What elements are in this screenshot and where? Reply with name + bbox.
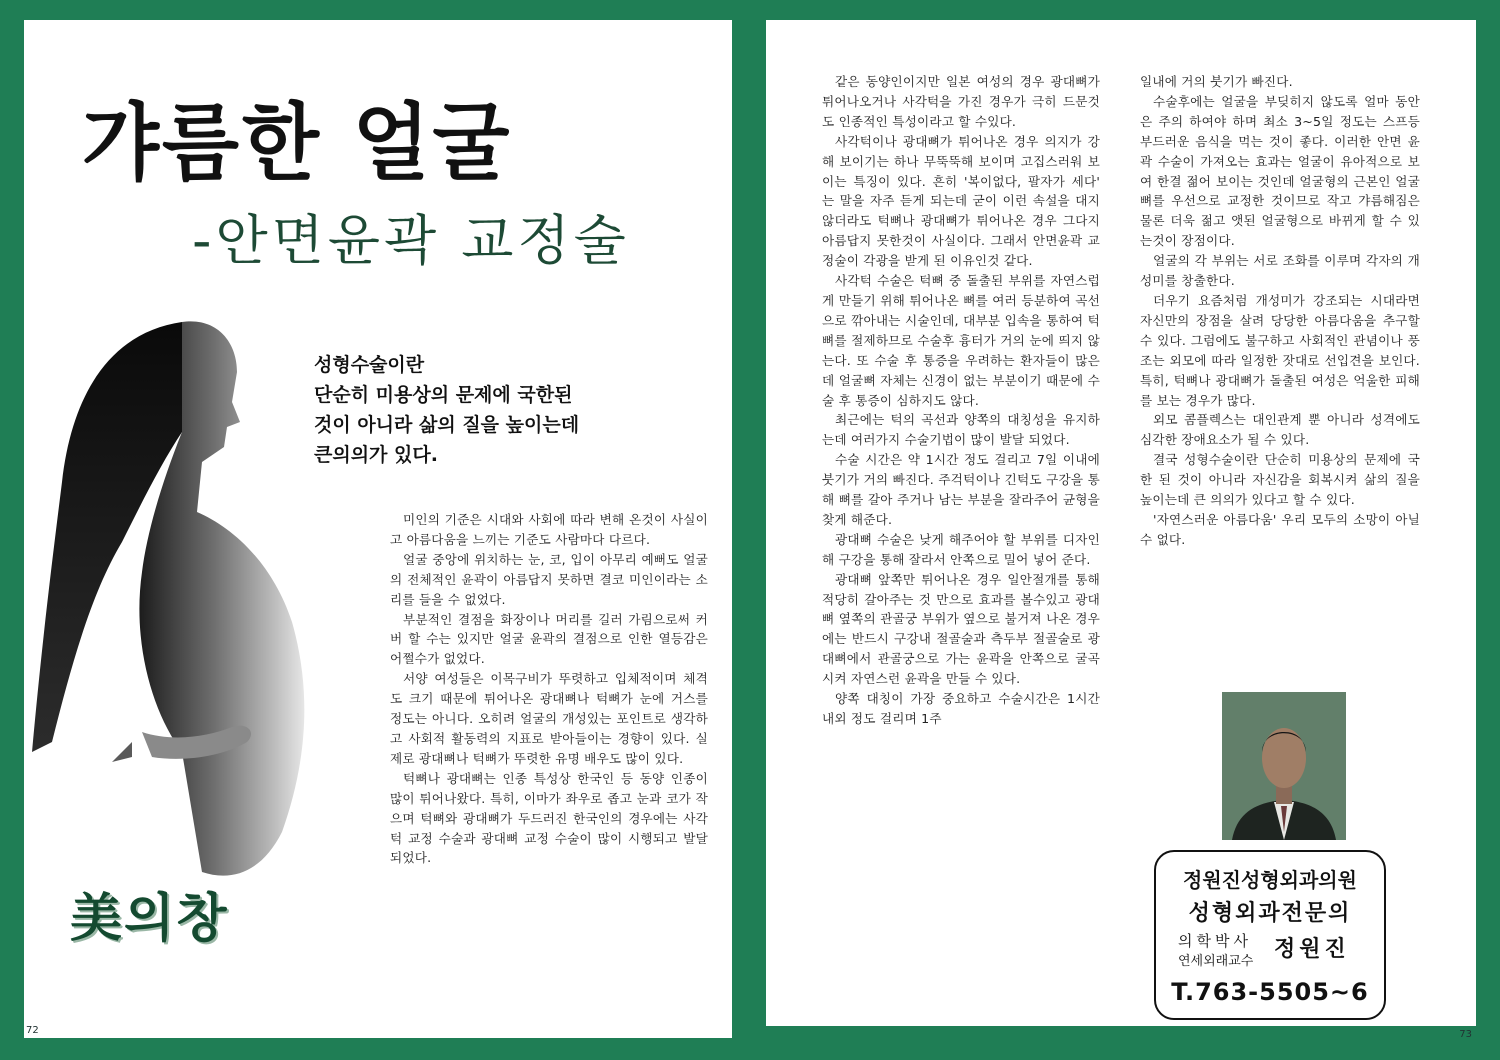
- body-column-3: [1140, 72, 1420, 550]
- doctor-name: 정원진: [1274, 937, 1350, 962]
- model-photo: [32, 312, 332, 882]
- page-number: 72: [26, 1025, 39, 1036]
- clinic-specialty: 성형외과전문의: [1188, 901, 1352, 926]
- body-paragraph: 외모 콤플렉스는 대인관계 뿐 아니라 성격에도 심각한 장애요소가 될 수 있다.: [1140, 412, 1420, 448]
- doctor-degree: 의학박사: [1178, 932, 1252, 950]
- clinic-info-card: [1154, 850, 1386, 1020]
- article-title: 갸름한 얼굴: [82, 94, 513, 192]
- body-paragraph: 사각턱이나 광대뼈가 튀어나온 경우 의지가 강해 보이기는 하나 무뚝뚝해 보이며 고집스러워 보이는 특징이 있다. 흔히 '복이없다, 팔자가 세다' 는 말을 자주 듣게 되는데 굳이 이런 속설을 대지 않더라도 턱뼈나 광대뼈가 튀어나온 경우 그다지 아름답지 못한것이 사실이다. 그래서 안면윤곽 교정술이 각광을 받게 된 이유인것 같다.: [822, 133, 1100, 269]
- body-paragraph: 광대뼈 앞쪽만 튀어나온 경우 일안절개를 통해 적당히 갈아주는 것 만으로 효과를 볼수있고 광대뼈 옆쪽의 관골궁 부위가 옆으로 불거져 나온 경우에는 반드시 구강내 절골술과 측두부 절골술로 광대뼈에서 관골궁으로 가는 윤곽을 안쪽으로 굴곡시켜 자연스런 윤곽을 만들 수 있다.: [822, 571, 1100, 687]
- body-paragraph: 결국 성형수술이란 단순히 미용상의 문제에 국한 된 것이 아니라 자신감을 회복시켜 삶의 질을 높이는데 큰 의의가 있다고 할 수 있다.: [1140, 452, 1420, 508]
- left-body-column: [390, 510, 708, 868]
- doctor-title: 연세외래교수: [1178, 954, 1254, 969]
- body-paragraph: 같은 동양인이지만 일본 여성의 경우 광대뼈가 튀어나오거나 사각턱을 가진 경우가 극히 드문것도 인종적인 특성이라고 할 수있다.: [822, 74, 1100, 129]
- body-paragraph: 부분적인 결점을 화장이나 머리를 길러 가림으로써 커버 할 수는 있지만 얼굴 윤곽의 결점으로 인한 열등감은 어쩔수가 없었다.: [390, 611, 708, 667]
- body-paragraph: 일내에 거의 붓기가 빠진다.: [1140, 74, 1293, 89]
- body-paragraph: 양쪽 대칭이 가장 중요하고 수술시간은 1시간 내외 정도 걸리며 1주: [822, 691, 1100, 726]
- page-number: 73: [1459, 1029, 1472, 1040]
- body-paragraph: 사각턱 수술은 턱뼈 중 돌출된 부위를 자연스럽게 만들기 위해 튀어나온 뼈를 여러 등분하여 곡선으로 깎아내는 시술인데, 대부분 입속을 통하여 턱뼈를 절제하므로 수술후 흉터가 거의 눈에 띄지 않는다. 또 수술 후 통증을 우려하는 환자들이 많은데 얼굴뼈 자체는 신경이 없는 부분이기 때문에 수술 후 통증이 심하지도 않다.: [822, 273, 1100, 408]
- clinic-name: 정원진성형외과의원: [1183, 868, 1357, 892]
- body-paragraph: 미인의 기준은 시대와 사회에 따라 변해 온것이 사실이고 아름다움을 느끼는 기준도 사람마다 다르다.: [390, 512, 708, 547]
- body-paragraph: 수술 시간은 약 1시간 정도 걸리고 7일 이내에 붓기가 거의 빠진다. 주걱턱이나 긴턱도 구강을 통해 뼈를 갈아 주거나 남는 부분을 잘라주어 균형을 찾게 해준다.: [822, 452, 1100, 527]
- body-column-2: [822, 72, 1100, 729]
- body-paragraph: 얼굴 중앙에 위치하는 눈, 코, 입이 아무리 예뻐도 얼굴의 전체적인 윤곽이 아름답지 못하면 결코 미인이라는 소리를 들을 수 없었다.: [390, 551, 708, 607]
- right-page: [766, 20, 1476, 1040]
- lead-line: 큰의의가 있다.: [314, 444, 438, 466]
- lead-line: 것이 아니라 삶의 질을 높이는데: [314, 414, 580, 436]
- body-paragraph: 수술후에는 얼굴을 부딪히지 않도록 얼마 동안은 주의 하여야 하며 최소 3~5일 정도는 스프등 부드러운 음식을 먹는 것이 좋다. 이러한 안면 윤곽 수술이 가져오는 효과는 얼굴이 유아적으로 보여 한결 젊어 보이는 것인데 얼굴형의 근본인 얼굴뼈를 우선으로 교정한 것이므로 작고 갸름해짐은 물론 더욱 젊고 앳된 얼굴형으로 바뀌게 할 수 있는것이 장점이다.: [1140, 93, 1420, 249]
- left-page: [24, 20, 732, 1038]
- body-paragraph: 최근에는 턱의 곡선과 양쪽의 대칭성을 유지하는데 여러가지 수술기법이 많이 발달 되었다.: [822, 412, 1100, 448]
- body-paragraph: 서양 여성들은 이목구비가 뚜렷하고 입체적이며 체격도 크기 때문에 튀어나온 광대뼈나 턱뼈가 눈에 거스를 정도는 아니다. 오히려 얼굴의 개성있는 포인트로 생각하고 사회적 활동력의 지표로 받아들이는 경향이 있다. 실제로 광대뼈나 턱뼈가 뚜렷한 유명 배우도 많이 있다.: [390, 671, 708, 766]
- doctor-photo: [1222, 692, 1346, 840]
- body-paragraph: 광대뼈 수술은 낮게 해주어야 할 부위를 디자인해 구강을 통해 잘라서 안쪽으로 밀어 넣어 준다.: [822, 531, 1100, 567]
- article-subtitle: -안면윤곽 교정술: [192, 209, 630, 272]
- lead-line: 성형수술이란: [314, 354, 425, 376]
- lead-paragraph: [314, 350, 579, 470]
- body-paragraph: '자연스러운 아름다움' 우리 모두의 소망이 아닐수 없다.: [1140, 511, 1420, 547]
- body-paragraph: 더우기 요즘처럼 개성미가 강조되는 시대라면 자신만의 장점을 살려 당당한 아름다움을 추구할 수 있다. 그럼에도 불구하고 사회적인 관념이나 풍조는 외모에 따라 일정한 잣대로 선입견을 보인다. 특히, 턱뼈나 광대뼈가 돌출된 여성은 억울한 피해를 보는 경우가 많다.: [1140, 292, 1420, 408]
- clinic-phone: T.763-5505~6: [1171, 978, 1369, 1006]
- body-paragraph: 턱뼈나 광대뼈는 인종 특성상 한국인 등 동양 인종이 많이 튀어나왔다. 특히, 이마가 좌우로 좁고 눈과 코가 작으며 턱뼈와 광대뼈가 두드러진 한국인의 경우에는 사각턱 교정 수술과 광대뼈 교정 수술이 많이 시행되고 발달 되었다.: [390, 770, 708, 866]
- column-logo: 美의창: [70, 889, 229, 949]
- body-paragraph: 얼굴의 각 부위는 서로 조화를 이루며 각자의 개성미를 창출한다.: [1140, 253, 1420, 289]
- lead-line: 단순히 미용상의 문제에 국한된: [314, 384, 573, 406]
